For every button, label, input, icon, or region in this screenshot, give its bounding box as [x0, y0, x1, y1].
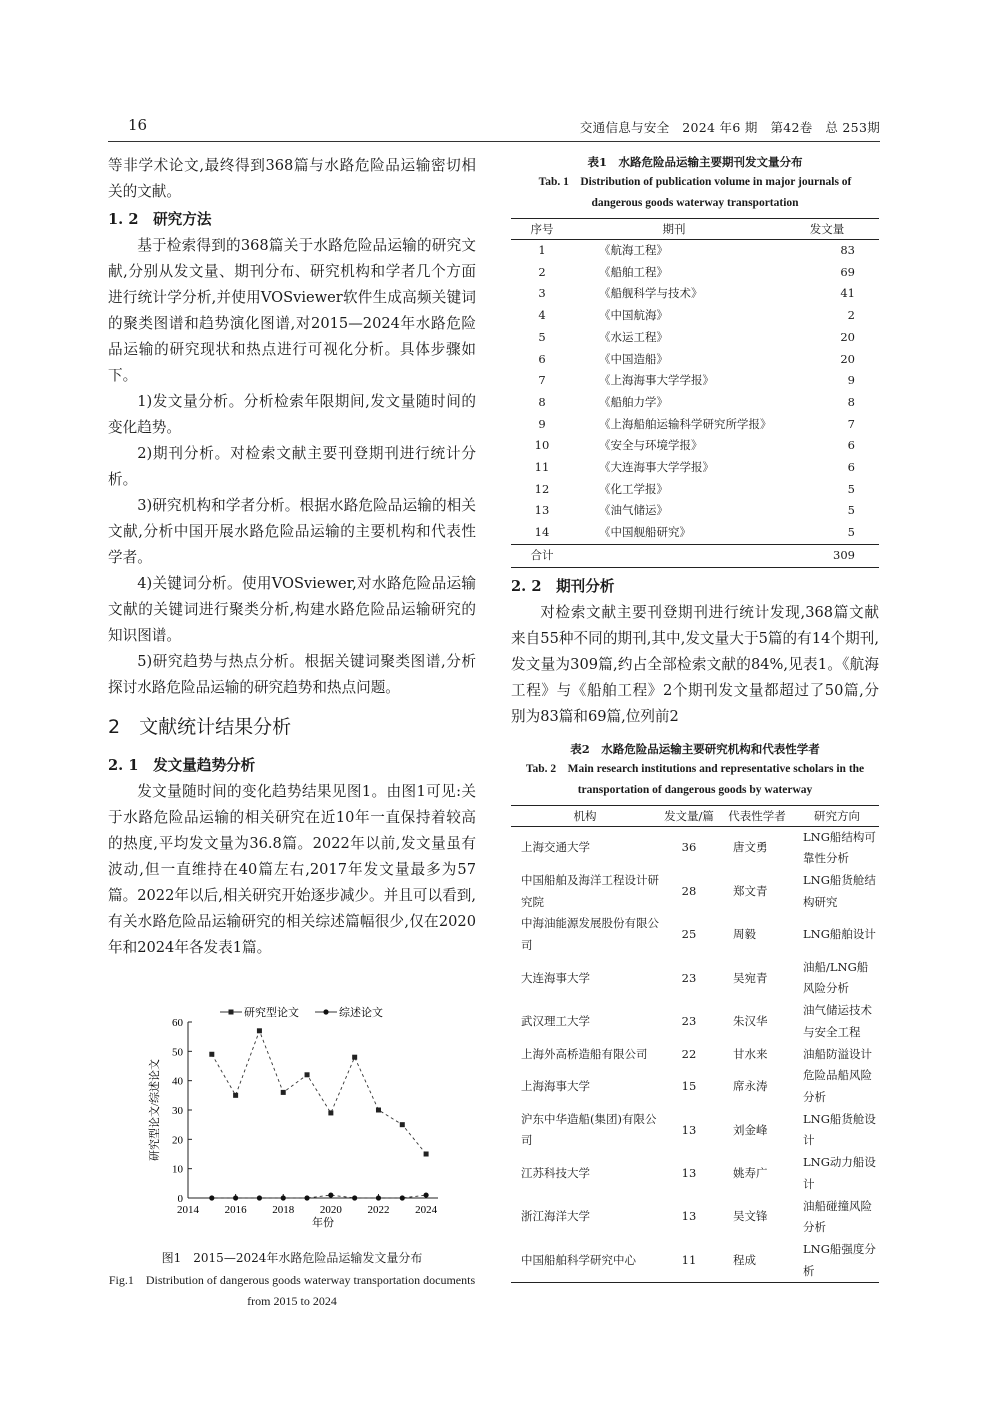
table-1-cell-count: 41 — [840, 286, 855, 301]
table-1-cell-count: 5 — [847, 503, 855, 518]
data-point-circle — [423, 1192, 428, 1197]
table-1-header-journal: 期刊 — [573, 219, 775, 240]
data-point-square — [257, 1028, 262, 1033]
step-5: 5)研究趋势与热点分析。根据关键词聚类图谱,分析探讨水路危险品运输的研究趋势和热点问题。 — [108, 653, 476, 696]
y-tick-label: 20 — [172, 1134, 183, 1147]
x-axis-label: 年份 — [312, 1217, 334, 1229]
x-tick-label: 2020 — [319, 1204, 342, 1216]
table-2-cell-count: 22 — [681, 1046, 697, 1061]
data-point-square — [376, 1108, 381, 1113]
table-2-row — [511, 957, 879, 1000]
table-1-header-row — [511, 219, 879, 240]
x-tick-label: 2024 — [415, 1204, 438, 1216]
table-1-cell-count: 7 — [847, 416, 855, 431]
table-2-cell-scholar: 席永涛 — [733, 1079, 768, 1094]
data-point-circle — [233, 1195, 238, 1200]
x-tick-label: 2014 — [177, 1204, 199, 1216]
table-2-header-scholar: 代表性学者 — [719, 805, 795, 826]
table-1-cell-journal: 《油气储运》 — [599, 503, 668, 518]
table-1-row — [511, 349, 879, 371]
y-tick-label: 30 — [172, 1105, 183, 1117]
table-1-cell-count: 69 — [840, 264, 855, 279]
table-1-row — [511, 435, 879, 457]
table-2-row — [511, 913, 879, 956]
table-2-cell-direction: 油船碰撞风险分析 — [803, 1198, 872, 1235]
table-1-cell-count: 8 — [847, 394, 855, 409]
table-2-cell-scholar: 朱汉华 — [733, 1014, 768, 1029]
step-4: 4)关键词分析。使用VOSviewer,对水路危险品运输文献的关键词进行聚类分析,构建水路危险品运输研究的知识图谱。 — [108, 575, 476, 644]
table-1-total-spacer — [573, 544, 775, 567]
data-point-square — [400, 1122, 405, 1127]
table-2-cell-scholar: 郑文青 — [733, 883, 768, 898]
data-point-square — [328, 1110, 333, 1115]
table-1-cell-index: 5 — [538, 329, 546, 344]
legend-marker-square — [229, 1010, 234, 1015]
table-2-cell-scholar: 吴宛青 — [733, 970, 768, 985]
y-tick-label: 10 — [172, 1163, 183, 1176]
table-2-row — [511, 1152, 879, 1195]
left-column — [108, 153, 476, 961]
table-2-cell-count: 13 — [681, 1122, 697, 1137]
x-tick-label: 2018 — [272, 1204, 295, 1216]
data-point-square — [305, 1072, 310, 1077]
table-2-row — [511, 826, 879, 870]
x-tick-label: 2022 — [367, 1204, 390, 1216]
table-2-caption-en: Tab. 2 Main research institutions and representative scholars in the transportation of dangerous goods by waterway — [525, 762, 865, 796]
legend-marker-circle — [323, 1009, 328, 1014]
table-2-cell-count: 11 — [659, 1239, 719, 1283]
journal-paragraph: 对检索文献主要刊登期刊进行统计发现,368篇文献来自55种不同的期刊,其中,发文量大于5篇的有14个期刊,发文量为309篇,约占全部检索文献的84%,见表1。《航海工程》与《船舶工程》2个期刊发文量都超过了50篇,分别为83篇和69篇,位列前2 — [511, 603, 879, 725]
section-1-2-heading: 1. 2 研究方法 — [108, 211, 212, 228]
table-1-caption-en: Tab. 1 Distribution of publication volume in major journals of dangerous goods waterway transportation — [538, 176, 852, 209]
table-1-cell-journal: 《水运工程》 — [599, 329, 668, 344]
table-2-cell-scholar: 吴文锋 — [733, 1209, 768, 1224]
table-1-cell-index: 3 — [538, 286, 546, 301]
legend-label: 研究型论文 — [244, 1007, 299, 1019]
table-2-cell-count: 13 — [681, 1165, 697, 1180]
table-1-cell-journal: 《上海船舶运输科学研究所学报》 — [599, 416, 772, 431]
table-1-cell-journal: 《船舰科学与技术》 — [599, 286, 703, 301]
y-tick-label: 60 — [172, 1017, 183, 1029]
data-point-square — [209, 1052, 214, 1057]
data-point-circle — [209, 1195, 214, 1200]
table-2-header-direction: 研究方向 — [795, 805, 879, 826]
data-point-circle — [352, 1195, 357, 1200]
data-point-square — [281, 1090, 286, 1095]
table-1-row — [511, 500, 879, 522]
section-2-heading: 2 文献统计结果分析 — [108, 716, 292, 738]
table-2-cell-scholar: 刘金峰 — [733, 1122, 768, 1137]
table-2-cell-count: 36 — [681, 840, 697, 855]
table-2-cell-institution: 上海交通大学 — [521, 840, 590, 855]
table-2-cell-scholar: 程成 — [719, 1239, 795, 1283]
table-1-cell-count: 9 — [847, 373, 855, 388]
data-point-circle — [400, 1195, 405, 1200]
table-2-cell-institution: 浙江海洋大学 — [521, 1209, 590, 1224]
table-2-cell-institution: 沪东中华造船(集团)有限公司 — [521, 1111, 657, 1148]
table-1-row — [511, 283, 879, 305]
table-1-row — [511, 479, 879, 501]
table-2-cell-direction: LNG船舶设计 — [803, 927, 876, 942]
step-1: 1)发文量分析。分析检索年限期间,发文量随时间的变化趋势。 — [108, 393, 476, 436]
table-2-cell-institution: 大连海事大学 — [521, 970, 590, 985]
table-1-cell-count: 20 — [840, 329, 855, 344]
table-1-cell-journal: 《上海海事大学学报》 — [599, 373, 714, 388]
table-1-total-label: 合计 — [511, 544, 573, 567]
table-1-cell-count: 2 — [847, 308, 855, 323]
y-tick-label: 0 — [177, 1193, 183, 1205]
table-1-cell-index: 14 — [534, 525, 550, 540]
table-1-cell-journal: 《大连海事大学学报》 — [599, 460, 714, 475]
table-2 — [511, 805, 879, 1284]
y-tick-label: 40 — [172, 1075, 183, 1088]
table-2-caption-cn: 表2 水路危险品运输主要研究机构和代表性学者 — [570, 741, 820, 756]
table-1-cell-index: 10 — [534, 438, 550, 453]
table-2-cell-count: 23 — [681, 1014, 697, 1029]
section-2-1-heading: 2. 1 发文量趋势分析 — [108, 757, 256, 774]
table-2-cell-direction: LNG船货舱设计 — [803, 1111, 876, 1148]
table-2-cell-direction: 油气储运技术与安全工程 — [803, 1003, 872, 1039]
intro-paragraph: 等非学术论文,最终得到368篇与水路危险品运输密切相关的文献。 — [108, 157, 476, 200]
table-2-cell-count: 13 — [681, 1209, 697, 1224]
table-1-header-count: 发文量 — [775, 219, 879, 240]
table-2-cell-institution: 中国船舶科学研究中心 — [511, 1239, 659, 1283]
table-2-cell-institution: 中海油能源发展股份有限公司 — [521, 916, 659, 953]
table-2-cell-direction: 油船/LNG船风险分析 — [803, 959, 869, 996]
series-line-1 — [212, 1031, 426, 1154]
page-number: 16 — [128, 116, 148, 134]
table-2-cell-direction: LNG船结构可靠性分析 — [803, 829, 876, 866]
table-1-cell-journal: 《中国舰船研究》 — [599, 525, 691, 540]
table-1-cell-journal: 《航海工程》 — [599, 243, 668, 257]
running-head: 交通信息与安全 2024 年6 期 第42卷 总 253期 — [579, 120, 880, 135]
table-1-row — [511, 240, 879, 262]
table-2-row — [511, 1109, 879, 1152]
table-1-cell-journal: 《安全与环境学报》 — [599, 438, 703, 453]
step-2: 2)期刊分析。对检索文献主要刊登期刊进行统计分析。 — [108, 445, 476, 488]
table-1-caption-cn: 表1 水路危险品运输主要期刊发文量分布 — [587, 155, 803, 169]
table-2-row — [511, 1000, 879, 1043]
table-1-cell-index: 12 — [534, 481, 550, 496]
table-1-cell-index: 7 — [538, 373, 546, 388]
table-1-cell-index: 8 — [538, 394, 546, 409]
table-2-row — [511, 1044, 879, 1066]
table-1-cell-index: 11 — [534, 460, 550, 475]
data-point-square — [424, 1152, 429, 1157]
table-1-cell-count: 6 — [847, 438, 855, 453]
data-point-circle — [281, 1195, 286, 1200]
table-2-row — [511, 1239, 879, 1283]
table-1-row — [511, 327, 879, 349]
table-2-cell-direction: LNG船强度分析 — [795, 1239, 879, 1283]
table-1-cell-journal: 《船舶工程》 — [599, 264, 668, 279]
trend-paragraph: 发文量随时间的变化趋势结果见图1。由图1可见:关于水路危险品运输的相关研究在近10年一直保持着较高的热度,平均发文量为36.8篇。2022年以前,发文量虽有波动,但一直维持在40篇左右,2017年发文量最多为57篇。2022年以后,相关研究开始逐步减少。并且可以看到,有关水路危险品运输研究的相关综述篇幅很少,仅在2020年和2024年各发表1篇。 — [108, 783, 476, 956]
table-2-cell-scholar: 周毅 — [733, 927, 756, 942]
table-2-row — [511, 870, 879, 913]
table-1-cell-journal: 《船舶力学》 — [599, 394, 668, 409]
method-paragraph: 基于检索得到的368篇关于水路危险品运输的研究文献,分别从发文量、期刊分布、研究机构和学者几个方面进行统计学分析,并使用VOSviewer软件生成高频关键词的聚类图谱和趋势演化图谱,对2015—2024年水路危险品运输的研究现状和热点进行可视化分析。具体步骤如下。 — [108, 237, 476, 384]
table-2-cell-count: 23 — [681, 970, 697, 985]
table-2-row — [511, 1065, 879, 1108]
y-axis-label: 研究型论文/综述论文 — [149, 1058, 161, 1162]
table-2-cell-institution: 上海外高桥造船有限公司 — [521, 1046, 648, 1061]
table-1-cell-index: 4 — [538, 308, 546, 323]
legend-label: 综述论文 — [339, 1007, 383, 1019]
table-2-cell-count: 15 — [681, 1079, 697, 1094]
table-1-cell-journal: 《化工学报》 — [599, 481, 668, 496]
table-2-cell-direction: LNG动力船设计 — [803, 1155, 876, 1191]
table-2-cell-count: 28 — [681, 883, 697, 898]
data-point-square — [352, 1055, 357, 1060]
figure-caption-cn: 图1 2015—2024年水路危险品运输发文量分布 — [161, 1251, 423, 1265]
table-1-row — [511, 262, 879, 284]
table-2-cell-scholar: 姚寿广 — [733, 1165, 768, 1180]
table-1-header-index: 序号 — [511, 219, 573, 240]
data-point-square — [233, 1093, 238, 1098]
table-2-cell-institution: 江苏科技大学 — [521, 1165, 590, 1180]
table-1-cell-journal: 《中国航海》 — [599, 308, 668, 323]
table-1-total-value: 309 — [775, 544, 879, 567]
table-2-cell-institution: 中国船舶及海洋工程设计研究院 — [521, 872, 659, 909]
table-1-total-row — [511, 544, 879, 567]
data-point-circle — [376, 1195, 381, 1200]
table-2-header-institution: 机构 — [511, 805, 659, 826]
header-rule — [108, 141, 880, 142]
table-1-cell-count: 5 — [847, 481, 855, 496]
step-3: 3)研究机构和学者分析。根据水路危险品运输的相关文献,分析中国开展水路危险品运输的主要机构和代表性学者。 — [108, 497, 476, 566]
table-1-cell-index: 1 — [538, 243, 546, 257]
table-2-cell-direction: 危险品船风险分析 — [803, 1068, 872, 1104]
table-2-cell-institution: 武汉理工大学 — [521, 1014, 590, 1029]
table-1-cell-count: 20 — [840, 351, 855, 366]
x-tick-label: 2016 — [224, 1204, 247, 1216]
table-2-cell-direction: 油船防溢设计 — [803, 1046, 872, 1061]
data-point-circle — [257, 1195, 262, 1200]
table-1-cell-index: 6 — [538, 351, 546, 366]
table-2-cell-direction: LNG船货舱结构研究 — [803, 872, 876, 909]
table-1-row — [511, 457, 879, 479]
data-point-circle — [328, 1192, 333, 1197]
y-tick-label: 50 — [172, 1046, 183, 1059]
table-1-cell-index: 2 — [538, 264, 546, 279]
table-1-row — [511, 305, 879, 327]
table-2-cell-count: 25 — [681, 927, 697, 942]
table-1-row — [511, 414, 879, 436]
table-1 — [511, 218, 879, 568]
section-2-2-heading: 2. 2 期刊分析 — [511, 577, 615, 595]
table-1-cell-count: 83 — [840, 243, 855, 257]
table-1-row — [511, 392, 879, 414]
table-1-cell-index: 13 — [534, 503, 550, 518]
table-2-header-row — [511, 805, 879, 826]
table-1-cell-index: 9 — [538, 416, 546, 431]
table-1-cell-count: 5 — [847, 525, 855, 540]
table-1-cell-journal: 《中国造船》 — [599, 351, 668, 366]
table-2-cell-scholar: 唐文勇 — [733, 840, 768, 855]
table-2-row — [511, 1196, 879, 1239]
table-2-header-count: 发文量/篇 — [659, 805, 719, 826]
figure-caption-en: Fig.1 Distribution of dangerous goods waterway transportation documents from 2015 to 2024 — [108, 1273, 476, 1308]
data-point-circle — [304, 1195, 309, 1200]
table-2-cell-institution: 上海海事大学 — [521, 1079, 590, 1094]
line-chart — [108, 1000, 476, 1240]
table-1-row — [511, 522, 879, 544]
table-1-cell-count: 6 — [847, 460, 855, 475]
table-1-row — [511, 370, 879, 392]
table-2-cell-scholar: 甘水来 — [733, 1046, 768, 1061]
right-column — [511, 153, 879, 1283]
